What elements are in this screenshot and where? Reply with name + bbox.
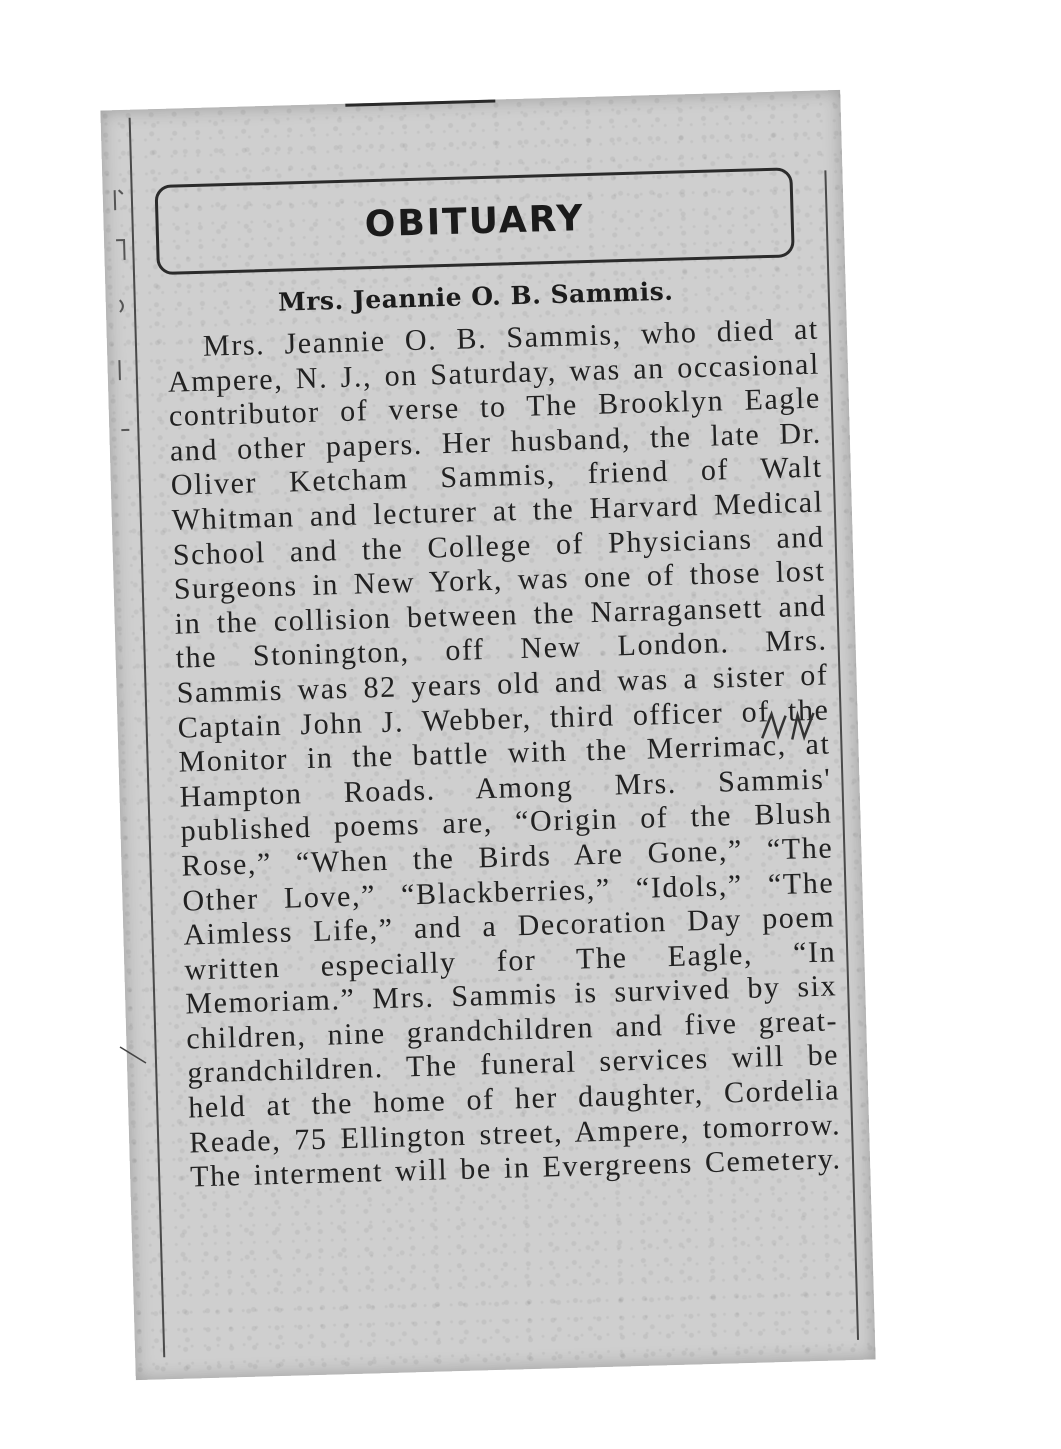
top-dash-rule xyxy=(345,100,495,107)
obituary-body: Mrs. Jeannie O. B. Sammis, who died at Ampere, N. J., on Saturday, was an occasional contributor of verse to The Brooklyn Eagle and other papers. Her husband, the late Dr. Oliver Ketcham Sammis, friend of Walt Whitman and lecturer at the Harvard Medical School and the College of Physicians and Surgeons in New York, was one of those lost in the collision between the Narragansett and the Stonington, off New London. Mrs. Sammis was 82 years old and was a sister of Captain John J. Webber, third officer of the Monitor in the battle with the Merrimac, at Hampton Roads. Among Mrs. Sammis' published poems are, “Origin of the Blush Rose,” “When the Birds Are Gone,” “The Other Love,” “Blackberries,” “Idols,” “The Aimless Life,” and a Decoration Day poem written especially for The Eagle, “In Memoriam.” Mrs. Sammis is survived by six children, nine grandchildren and five great-grandchildren. The funeral services will be held at the home of her daughter, Cordelia Reade, 75 Ellington street, Ampere, tomorrow. The interment will be in Evergreens Cemetery. xyxy=(167,312,842,1194)
obituary-headline: Mrs. Jeannie O. B. Sammis. xyxy=(277,276,674,317)
newspaper-clipping xyxy=(100,90,875,1380)
handwritten-mark-icon xyxy=(757,707,818,749)
title-box xyxy=(155,167,795,275)
section-title: OBITUARY xyxy=(364,197,586,245)
stray-pen-mark-icon xyxy=(118,1045,148,1065)
